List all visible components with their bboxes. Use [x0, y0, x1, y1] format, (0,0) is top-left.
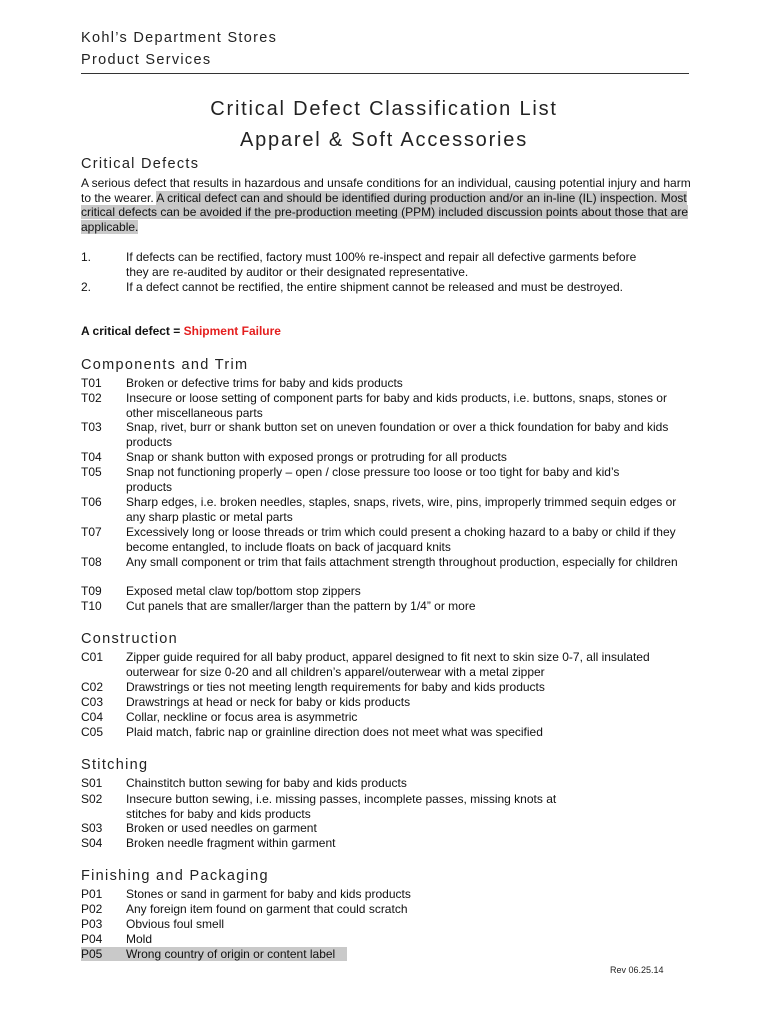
critical-defects-heading: Critical Defects	[81, 156, 200, 172]
components-trim-heading: Components and Trim	[81, 357, 249, 373]
defect-code: P05	[81, 947, 103, 961]
highlighted-defect-text: Wrong country of origin or content label	[126, 947, 336, 961]
defect-code: T01	[81, 376, 102, 390]
defect-description: Any foreign item found on garment that could scratch	[126, 902, 408, 916]
document-subtitle: Apparel & Soft Accessories	[239, 129, 529, 151]
critical-defect-equation	[81, 324, 281, 338]
list-item-text: If a defect cannot be rectified, the entire shipment cannot be released and must be destroyed.	[126, 280, 623, 294]
defect-code: C01	[81, 650, 104, 664]
defect-description: Snap not functioning properly – open / close pressure too loose or too tight for baby and kid’s products	[126, 465, 620, 494]
defect-description: Broken or defective trims for baby and kids products	[126, 376, 403, 390]
defect-code: P01	[81, 887, 103, 901]
defect-code: T07	[81, 525, 102, 539]
defect-description: Chainstitch button sewing for baby and kids products	[126, 776, 407, 790]
defect-code: S04	[81, 836, 103, 850]
defect-description: Zipper guide required for all baby product, apparel designed to fit next to skin size 0-7, all insulated outerwear for size 0-20 and all children’s apparel/outerwear with a metal zipper	[126, 650, 650, 679]
department-name: Product Services	[81, 52, 212, 68]
defect-code: C02	[81, 680, 104, 694]
intro-plain-text: A serious defect that results in hazardous and unsafe conditions for an individual, causing potential injury and harm to the wearer.	[81, 176, 691, 205]
defect-description: Cut panels that are smaller/larger than the pattern by 1/4” or more	[126, 599, 476, 613]
stitching-heading: Stitching	[81, 757, 149, 773]
defect-description: Broken or used needles on garment	[126, 821, 317, 835]
defect-description: Excessively long or loose threads or trim which could present a choking hazard to a baby or child if they become entangled, to include floats on back of jacquard knits	[126, 525, 676, 554]
document-title: Critical Defect Classification List	[210, 98, 558, 120]
equation-label: A critical defect =	[81, 324, 184, 338]
defect-description: Mold	[126, 932, 153, 946]
defect-code: T06	[81, 495, 102, 509]
defect-code: P03	[81, 917, 103, 931]
defect-description: Drawstrings at head or neck for baby or kids products	[126, 695, 411, 709]
shipment-failure-label: Shipment Failure	[183, 324, 281, 338]
list-item-number: 2.	[81, 280, 92, 294]
defect-description: Obvious foul smell	[126, 917, 225, 931]
header-divider	[81, 73, 689, 74]
defect-description: Stones or sand in garment for baby and kids products	[126, 887, 411, 901]
defect-code: S03	[81, 821, 103, 835]
defect-code: P02	[81, 902, 103, 916]
defect-code: T09	[81, 584, 102, 598]
defect-description: Drawstrings or ties not meeting length requirements for baby and kids products	[126, 680, 545, 694]
defect-code: T04	[81, 450, 102, 464]
defect-description: Snap or shank button with exposed prongs or protruding for all products	[126, 450, 507, 464]
defect-code: C05	[81, 725, 104, 739]
defect-code: C04	[81, 710, 104, 724]
defect-description: Sharp edges, i.e. broken needles, staples, snaps, rivets, wire, pins, improperly trimmed sequin edges or any sharp plastic or metal parts	[126, 495, 677, 524]
defect-code: S02	[81, 792, 103, 806]
defect-code: P04	[81, 932, 103, 946]
construction-heading: Construction	[81, 631, 178, 647]
defect-code: S01	[81, 776, 103, 790]
defect-code: T05	[81, 465, 102, 479]
defect-code: T03	[81, 420, 102, 434]
defect-code: C03	[81, 695, 104, 709]
company-name: Kohl’s Department Stores	[81, 30, 278, 46]
list-item-text: If defects can be rectified, factory must 100% re-inspect and repair all defective garments before they are re-audited by auditor or their designated representative.	[126, 250, 637, 279]
defect-description: Insecure button sewing, i.e. missing passes, incomplete passes, missing knots at stitches for baby and kids products	[126, 792, 557, 821]
defect-description: Insecure or loose setting of component parts for baby and kids products, i.e. buttons, snaps, stones or other miscellaneous parts	[126, 391, 667, 420]
defect-code: T08	[81, 555, 102, 569]
list-item-number: 1.	[81, 250, 92, 264]
defect-description	[126, 947, 686, 962]
defect-description: Exposed metal claw top/bottom stop zippers	[126, 584, 361, 598]
defect-description: Broken needle fragment within garment	[126, 836, 336, 850]
revision-label: Rev 06.25.14	[610, 965, 664, 975]
intro-highlighted-text: A critical defect can and should be identified during production and/or an in-line (IL) inspection. Most critical defects can be avoided if the pre-production meeting (PPM) included discussion points about those that are applicable.	[81, 190, 689, 234]
critical-defects-intro	[81, 176, 691, 234]
finishing-packaging-heading: Finishing and Packaging	[81, 868, 269, 884]
defect-description: Collar, neckline or focus area is asymmetric	[126, 710, 358, 724]
defect-code: T10	[81, 599, 102, 613]
defect-code: T02	[81, 391, 102, 405]
defect-description: Plaid match, fabric nap or grainline direction does not meet what was specified	[126, 725, 543, 739]
defect-description: Snap, rivet, burr or shank button set on uneven foundation or over a thick foundation for baby and kids products	[126, 420, 669, 449]
defect-description: Any small component or trim that fails attachment strength throughout production, especially for children	[126, 555, 678, 569]
